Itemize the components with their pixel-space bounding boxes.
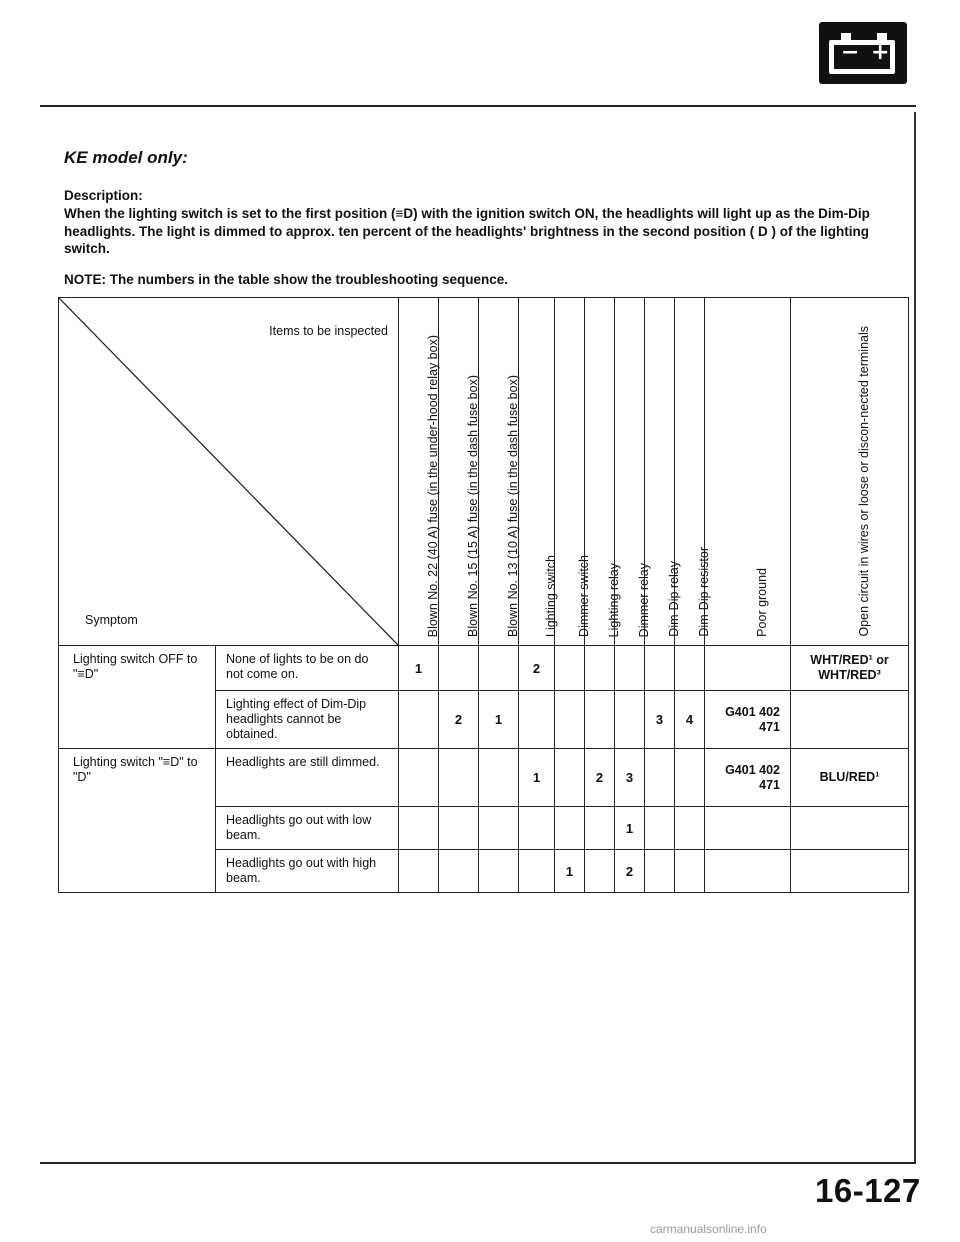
symptom-cell: Lighting switch OFF to "≡D": [59, 646, 216, 691]
wires-cell: WHT/RED¹ or WHT/RED³: [791, 646, 909, 691]
value-cell: [399, 691, 439, 749]
column-header: [675, 298, 711, 646]
value-cell: [645, 749, 675, 807]
column-header: [615, 298, 651, 646]
value-cell: [615, 646, 645, 691]
watermark: carmanualsonline.info: [650, 1222, 767, 1236]
plus-sign: +: [871, 40, 890, 65]
symptom-cell-continued: [59, 850, 216, 893]
corner-symptom-label: Symptom: [85, 613, 138, 627]
condition-cell: Headlights go out with high beam.: [216, 850, 399, 893]
column-header-text: Dim-Dip resistor: [696, 547, 711, 637]
value-cell: 1: [399, 646, 439, 691]
column-header-text: Dim-Dip relay: [666, 561, 681, 637]
top-rule: [40, 105, 916, 107]
column-header: [791, 298, 909, 646]
column-header: [705, 298, 791, 646]
value-cell: [439, 850, 479, 893]
section-heading: KE model only:: [64, 148, 188, 167]
value-cell: [399, 749, 439, 807]
value-cell: [555, 646, 585, 691]
value-cell: 3: [645, 691, 675, 749]
ground-cell: G401 402 471: [705, 749, 791, 807]
value-cell: [479, 850, 519, 893]
condition-cell: None of lights to be on do not come on.: [216, 646, 399, 691]
value-cell: [519, 850, 555, 893]
value-cell: [519, 691, 555, 749]
minus-sign: −: [841, 40, 860, 65]
wires-cell: [791, 850, 909, 893]
value-cell: [439, 807, 479, 850]
column-header: [439, 298, 479, 646]
value-cell: 1: [615, 807, 645, 850]
condition-cell: Headlights go out with low beam.: [216, 807, 399, 850]
battery-icon: [819, 22, 907, 84]
description-label: Description:: [64, 188, 143, 203]
value-cell: [675, 749, 705, 807]
column-header-text: Lighting switch: [543, 555, 558, 637]
column-header-text: Blown No. 13 (10 A) fuse (in the dash fuse box): [505, 375, 520, 637]
value-cell: [675, 850, 705, 893]
table-header-row: [59, 298, 909, 646]
column-header: [479, 298, 519, 646]
corner-diagonal: [59, 298, 398, 645]
condition-cell: Lighting effect of Dim-Dip headlights cannot be obtained.: [216, 691, 399, 749]
table-corner: [59, 298, 399, 646]
wires-cell: [791, 691, 909, 749]
wires-cell: [791, 807, 909, 850]
frame-right-edge: [914, 112, 916, 1162]
value-cell: [645, 646, 675, 691]
value-cell: [555, 807, 585, 850]
value-cell: 2: [585, 749, 615, 807]
column-header-text: Lighting relay: [606, 562, 621, 637]
value-cell: [585, 646, 615, 691]
symptom-cell: Lighting switch "≡D" to "D": [59, 749, 216, 807]
ground-cell: [705, 646, 791, 691]
ground-cell: [705, 807, 791, 850]
value-cell: [439, 749, 479, 807]
value-cell: [585, 807, 615, 850]
value-cell: [675, 646, 705, 691]
column-header: [519, 298, 558, 646]
value-cell: 1: [519, 749, 555, 807]
column-header-text: Dimmer switch: [576, 555, 591, 637]
bottom-rule: [40, 1162, 916, 1164]
value-cell: [399, 850, 439, 893]
table-row: [59, 850, 909, 893]
condition-cell: Headlights are still dimmed.: [216, 749, 399, 807]
table-row: [59, 749, 909, 807]
page-number: 16-127: [815, 1172, 921, 1209]
value-cell: [519, 807, 555, 850]
value-cell: [479, 807, 519, 850]
column-header-text: Blown No. 22 (40 A) fuse (in the under-hood relay box): [425, 334, 440, 637]
table-row: [59, 691, 909, 749]
value-cell: [555, 749, 585, 807]
value-cell: 1: [555, 850, 585, 893]
description-text: When the lighting switch is set to the first position (≡D) with the ignition switch ON, the headlights will light up as the Dim-Dip headlights. The light is dimmed to approx. ten percent of the headlights' brightness in the second position ( D ) of the lighting switch.: [64, 206, 870, 256]
symptom-cell-continued: [59, 807, 216, 850]
value-cell: 3: [615, 749, 645, 807]
symptom-cell-continued: [59, 691, 216, 749]
value-cell: 2: [439, 691, 479, 749]
value-cell: [645, 850, 675, 893]
column-header-text: Dimmer relay: [636, 562, 651, 637]
table-row: [59, 807, 909, 850]
value-cell: [585, 850, 615, 893]
value-cell: [439, 646, 479, 691]
value-cell: 4: [675, 691, 705, 749]
corner-items-label: Items to be inspected: [269, 324, 388, 338]
column-header-text: Open circuit in wires or loose or discon-nected terminals: [856, 326, 871, 637]
value-cell: [555, 691, 585, 749]
column-header-text: Poor ground: [754, 568, 769, 637]
column-header-text: Blown No. 15 (15 A) fuse (in the dash fuse box): [465, 375, 480, 637]
value-cell: 1: [479, 691, 519, 749]
note-text: NOTE: The numbers in the table show the troubleshooting sequence.: [64, 272, 509, 287]
value-cell: [585, 691, 615, 749]
ground-cell: G401 402 471: [705, 691, 791, 749]
table-row: [59, 646, 909, 691]
value-cell: [479, 646, 519, 691]
ground-cell: [705, 850, 791, 893]
value-cell: [645, 807, 675, 850]
value-cell: 2: [615, 850, 645, 893]
value-cell: 2: [519, 646, 555, 691]
value-cell: [479, 749, 519, 807]
value-cell: [615, 691, 645, 749]
column-header: [585, 298, 621, 646]
troubleshooting-table: [58, 297, 909, 893]
column-header: [645, 298, 681, 646]
value-cell: [399, 807, 439, 850]
column-header: [555, 298, 591, 646]
wires-cell: BLU/RED¹: [791, 749, 909, 807]
column-header: [399, 298, 439, 646]
value-cell: [675, 807, 705, 850]
